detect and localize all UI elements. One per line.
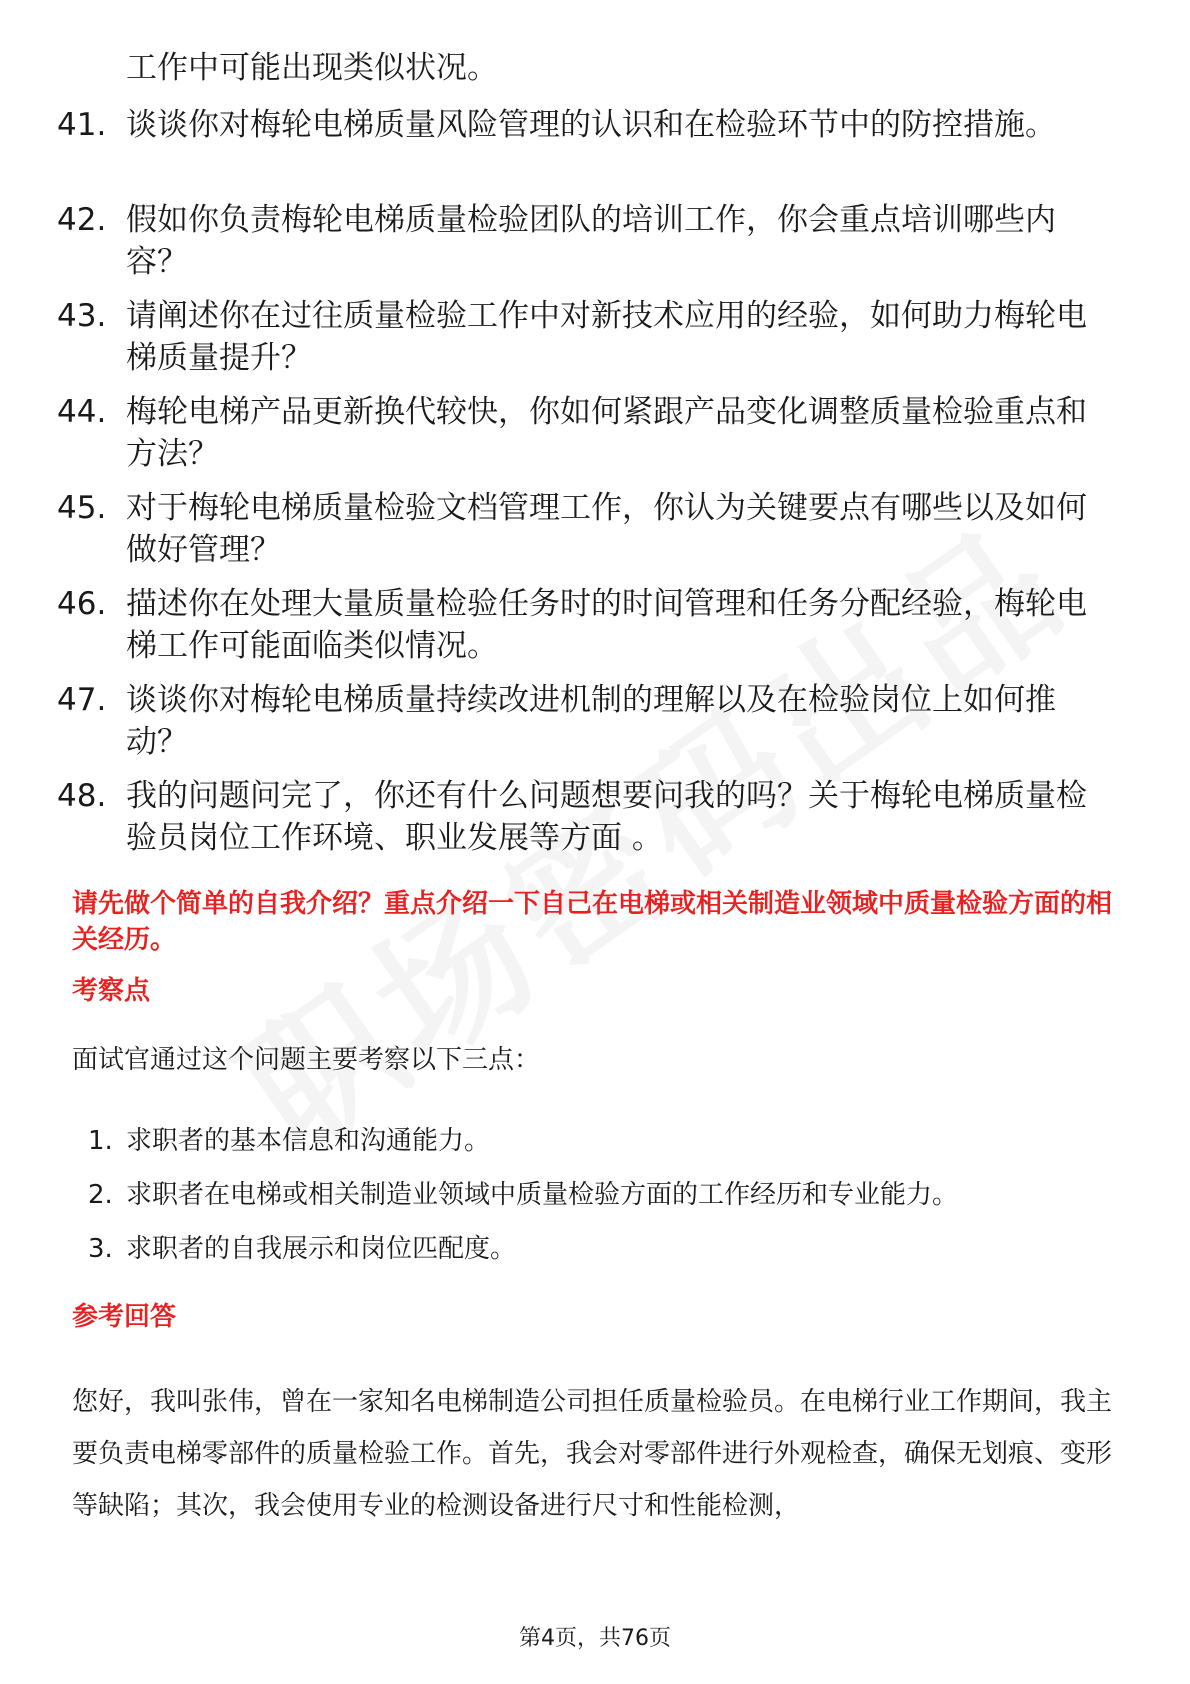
answer-text: 您好，我叫张伟，曾在一家知名电梯制造公司担任质量检验员。在电梯行业工作期间，我主要负责电梯零部件的质量检验工作。首先，我会对零部件进行外观检查，确保无划痕、变形等缺陷；其次，我会使用专业的检测设备进行尺寸和性能检测，: [72, 1387, 1113, 1521]
answer-label: 参考回答: [72, 1302, 177, 1332]
focus-point-text: 求职者在电梯或相关制造业领域中质量检验方面的工作经历和专业能力。: [126, 1180, 959, 1210]
focus-point-text: 求职者的基本信息和沟通能力。: [126, 1126, 491, 1156]
focus-point-number: 2.: [88, 1180, 113, 1210]
question-text: 请阐述你在过往质量检验工作中对新技术应用的经验，如何助力梅轮电梯质量提升？: [126, 298, 1087, 376]
question-text: 假如你负责梅轮电梯质量检验团队的培训工作，你会重点培训哪些内容？: [126, 202, 1056, 280]
question-text: 对于梅轮电梯质量检验文档管理工作，你认为关键要点有哪些以及如何做好管理？: [126, 490, 1087, 568]
featured-question: 请先做个简单的自我介绍？重点介绍一下自己在电梯或相关制造业领域中质量检验方面的相关经历。: [72, 889, 1113, 955]
page-footer: 第4页，共76页: [519, 1626, 671, 1651]
question-number: 46.: [57, 586, 107, 622]
question-number: 43.: [57, 298, 107, 334]
focus-label: 考察点: [72, 976, 151, 1006]
question-number: 47.: [57, 682, 107, 718]
question-number: 42.: [57, 202, 107, 238]
continuation-text: 工作中可能出现类似状况。: [126, 50, 498, 86]
question-text: 我的问题问完了，你还有什么问题想要问我的吗？关于梅轮电梯质量检验员岗位工作环境、职业发展等方面 。: [126, 778, 1087, 856]
question-text: 梅轮电梯产品更新换代较快，你如何紧跟产品变化调整质量检验重点和方法？: [126, 394, 1087, 472]
question-text: 谈谈你对梅轮电梯质量持续改进机制的理解以及在检验岗位上如何推动？: [126, 682, 1056, 760]
focus-intro: 面试官通过这个问题主要考察以下三点：: [72, 1045, 541, 1075]
question-text: 描述你在处理大量质量检验任务时的时间管理和任务分配经验，梅轮电梯工作可能面临类似情况。: [126, 586, 1087, 664]
question-number: 41.: [57, 107, 107, 143]
focus-point-text: 求职者的自我展示和岗位匹配度。: [126, 1234, 517, 1264]
question-number: 45.: [57, 490, 107, 526]
question-number: 48.: [57, 778, 107, 814]
focus-point-number: 1.: [88, 1126, 113, 1156]
question-number: 44.: [57, 394, 107, 430]
question-text: 谈谈你对梅轮电梯质量风险管理的认识和在检验环节中的防控措施。: [126, 107, 1056, 143]
focus-point-number: 3.: [88, 1234, 113, 1264]
